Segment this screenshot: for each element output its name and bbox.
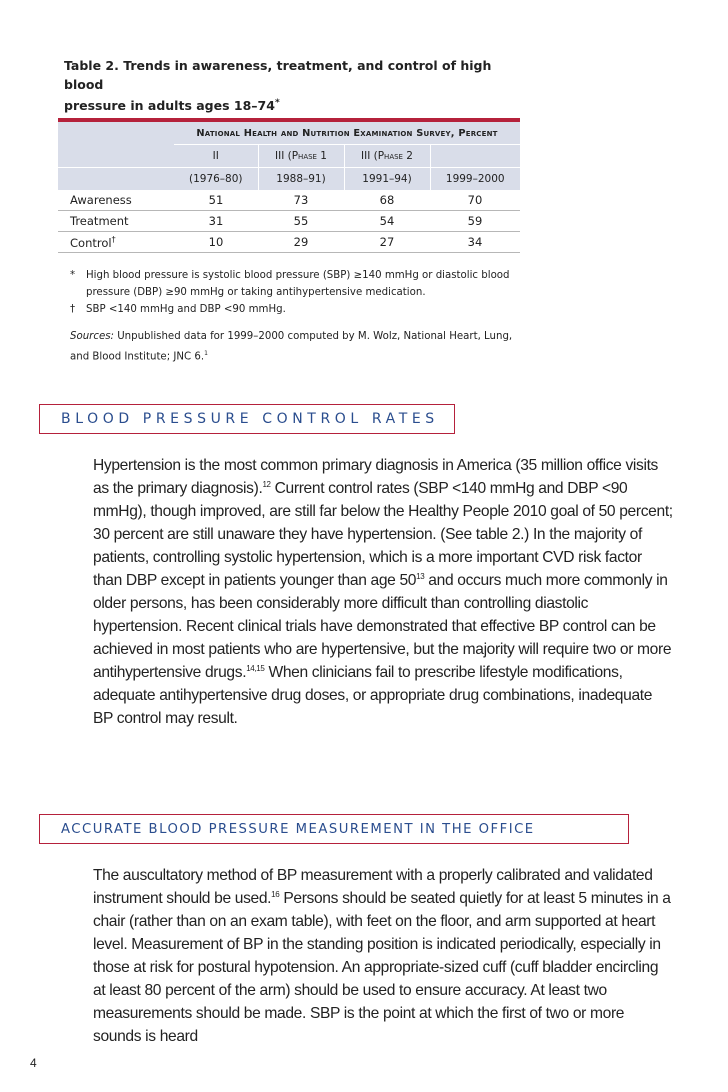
table-header-survey-row <box>58 122 520 145</box>
table-cell: 10 <box>174 232 258 253</box>
reference-mark: 14,15 <box>246 663 265 673</box>
table-cell: 29 <box>258 232 344 253</box>
table-cell: 55 <box>258 211 344 232</box>
column-header-3-line1 <box>344 145 430 168</box>
column-header-4-line1 <box>430 145 520 168</box>
survey-header <box>174 122 520 145</box>
row-label: Control <box>70 235 112 250</box>
paragraph-text: Current control rates (SBP <140 mmHg and DBP <90 mmHg), though improved, are still far below the Healthy People 2010 goal of 50 percent; 30 percent are still unaware they have hypertension. (See table 2.) In the majority of patients, controlling systolic hypertension, which is a more important CVD risk factor than DBP except in patients younger than age 50 <box>93 480 673 589</box>
survey-header-text: National Health and Nutrition Examination Survey, Percent <box>196 127 498 139</box>
table-cell: 73 <box>258 190 344 211</box>
footnote-text: SBP <140 mmHg and DBP <90 mmHg. <box>86 304 286 316</box>
footnote-mark: * <box>70 270 76 282</box>
row-footnote-mark: † <box>111 234 116 244</box>
table-cell: 31 <box>174 211 258 232</box>
header-empty-cell <box>58 122 174 145</box>
section-heading-box-measurement <box>39 814 629 844</box>
header-empty-cell <box>58 145 174 168</box>
paragraph-text: and occurs much more commonly in older persons, has been considerably more difficult than controlling diastolic hypertension. Recent clinical trials have demonstrated that effective BP control can be achieved in most patients who are hypertensive, but the majority will require two or more antihypertensive drugs. <box>93 572 672 681</box>
table-caption <box>58 56 520 115</box>
column-header-4-line2: 1999–2000 <box>430 168 520 191</box>
section-heading-measurement: ACCURATE BLOOD PRESSURE MEASUREMENT IN THE OFFICE <box>61 821 535 837</box>
sources-label: Sources: <box>70 331 114 343</box>
row-label-cell <box>58 232 174 253</box>
measurement-paragraph <box>93 864 673 1048</box>
footnote <box>58 301 520 318</box>
header-empty-cell <box>58 168 174 191</box>
column-header-2-line2: 1988–91) <box>258 168 344 191</box>
table-header-row1 <box>58 145 520 168</box>
paragraph-text: Persons should be seated quietly for at least 5 minutes in a chair (rather than on an exam table), with feet on the floor, and arm supported at heart level. Measurement of BP in the standing position is indicated periodically, especially in those at risk for postural hypotension. An appropriate-sized cuff (cuff bladder encircling at least 80 percent of the arm) should be used to ensure accuracy. At least two measurements should be made. SBP is the point at which the first of two or more sounds is heard <box>93 890 671 1045</box>
page-number: 4 <box>30 1056 37 1070</box>
control-rates-paragraph <box>93 454 673 730</box>
sources-ref: 1 <box>204 350 208 358</box>
column-header-2-line1-text: III (Phase 1 <box>275 149 327 162</box>
table-cell: 34 <box>430 232 520 253</box>
table-cell: 68 <box>344 190 430 211</box>
paragraph-text: When clinicians fail to prescribe lifestyle modifications, adequate antihypertensive drug doses, or appropriate drug combinations, inadequate BP control may result. <box>93 664 653 727</box>
table-sources <box>58 328 520 365</box>
reference-mark: 12 <box>262 479 271 489</box>
column-header-2-line1 <box>258 145 344 168</box>
table-row <box>58 232 520 253</box>
table-caption-line2: pressure in adults ages 18–74 <box>64 98 275 114</box>
table-cell: 51 <box>174 190 258 211</box>
row-label: Awareness <box>58 190 174 211</box>
table-row <box>58 211 520 232</box>
section-heading-control-rates: BLOOD PRESSURE CONTROL RATES <box>61 411 439 427</box>
footnote-mark: † <box>70 304 76 316</box>
table-cell: 70 <box>430 190 520 211</box>
column-header-1-line1: II <box>174 145 258 168</box>
table-row <box>58 190 520 211</box>
table-cell: 59 <box>430 211 520 232</box>
trends-table <box>58 122 520 253</box>
sources-text: Unpublished data for 1999–2000 computed by M. Wolz, National Heart, Lung, and Blood Institute; JNC 6. <box>70 331 513 363</box>
reference-mark: 13 <box>416 571 425 581</box>
caption-footnote-mark: * <box>274 98 280 108</box>
footnote <box>58 267 520 301</box>
table-caption-line2-wrap <box>64 94 520 115</box>
reference-mark: 16 <box>271 889 280 899</box>
column-header-1-line2: (1976–80) <box>174 168 258 191</box>
paragraph-text: Hypertension is the most common primary diagnosis in America (35 million office visits as the primary diagnosis). <box>93 457 658 497</box>
table-cell: 54 <box>344 211 430 232</box>
table-notes <box>58 267 520 365</box>
column-header-3-line2: 1991–94) <box>344 168 430 191</box>
paragraph-text: The auscultatory method of BP measurement with a properly calibrated and validated instrument should be used. <box>93 867 653 907</box>
table-2-block <box>58 56 520 366</box>
table-caption-line1: Table 2. Trends in awareness, treatment, and control of high blood <box>64 58 492 92</box>
row-label: Treatment <box>58 211 174 232</box>
section-heading-box-control-rates <box>39 404 455 434</box>
table-cell: 27 <box>344 232 430 253</box>
table-header-row2 <box>58 168 520 191</box>
footnote-text: High blood pressure is systolic blood pressure (SBP) ≥140 mmHg or diastolic blood pressure (DBP) ≥90 mmHg or taking antihypertensive medication. <box>86 270 510 299</box>
column-header-3-line1-text: III (Phase 2 <box>361 149 413 162</box>
